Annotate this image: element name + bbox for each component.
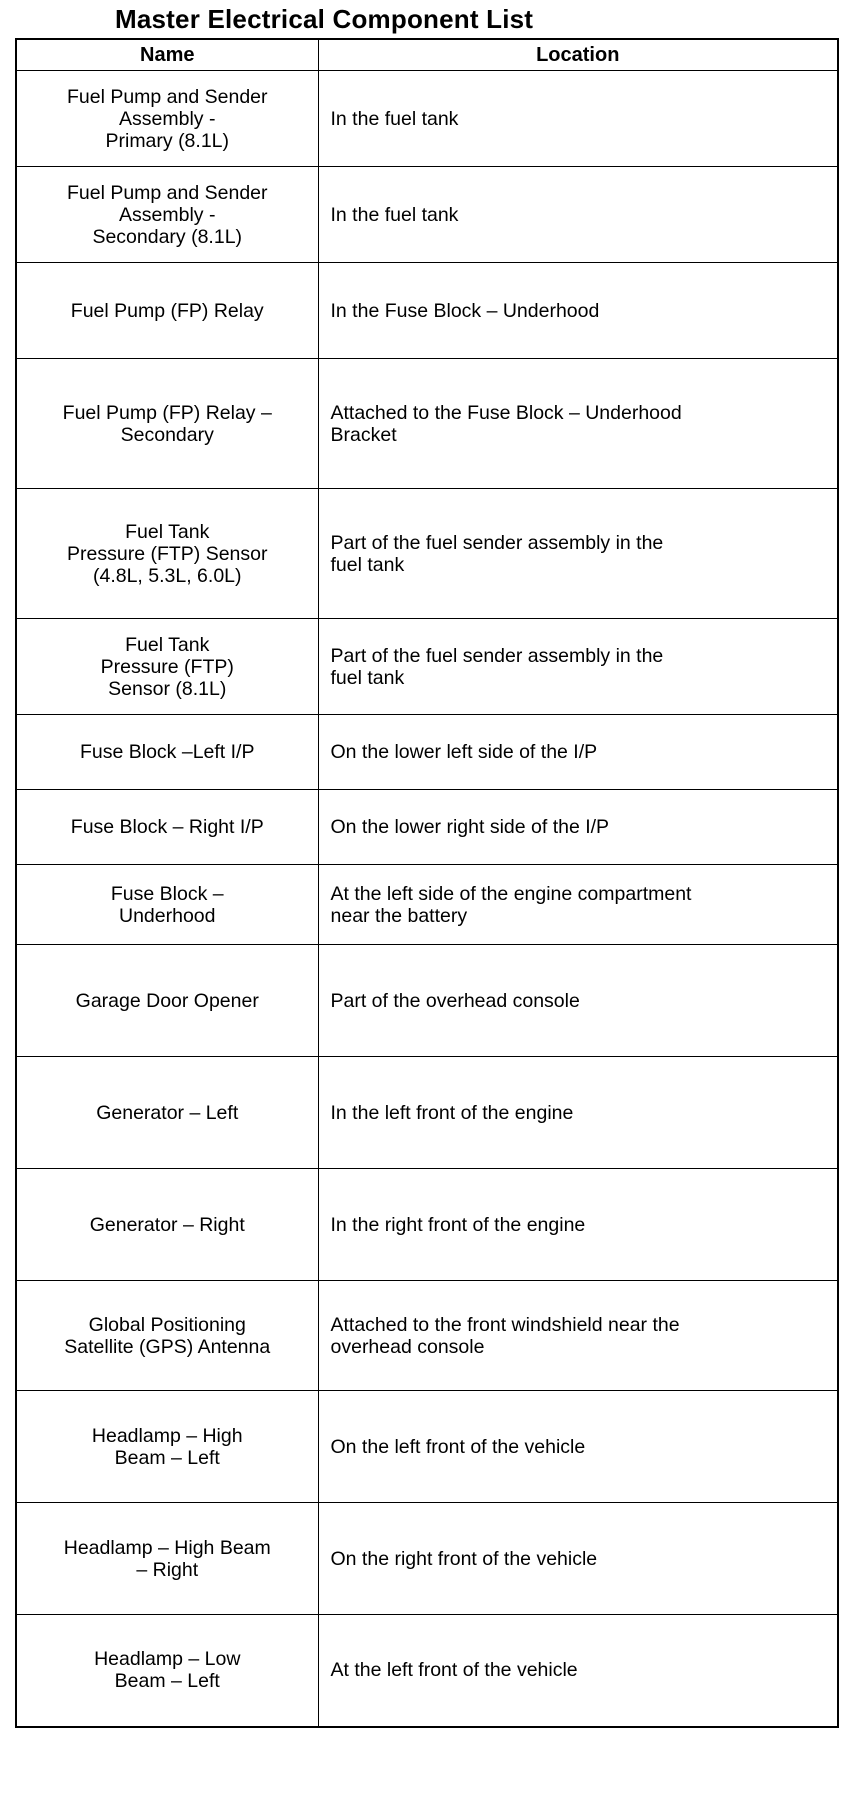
component-location: Attached to the Fuse Block – Underhood Bracket (330, 401, 682, 446)
component-name: Headlamp – High Beam – Right (63, 1536, 271, 1581)
component-location: At the left front of the vehicle (330, 1659, 578, 1682)
component-location-cell (318, 167, 838, 263)
table-row (16, 1281, 838, 1391)
table-row (16, 359, 838, 489)
component-location-cell (318, 1391, 838, 1503)
component-name-cell (16, 715, 318, 790)
table-row (16, 945, 838, 1057)
component-name-cell (16, 1503, 318, 1615)
component-name-cell (16, 1281, 318, 1391)
component-location-cell (318, 71, 838, 167)
table-row (16, 1057, 838, 1169)
table-row (16, 167, 838, 263)
table-row (16, 263, 838, 359)
component-name-cell (16, 167, 318, 263)
component-location-cell (318, 945, 838, 1057)
component-location: Part of the overhead console (330, 989, 580, 1012)
component-location: At the left side of the engine compartment near the battery (330, 882, 692, 927)
column-header-name: Name (16, 39, 318, 71)
table-row (16, 619, 838, 715)
component-location-cell (318, 715, 838, 790)
component-name-cell (16, 945, 318, 1057)
component-name: Fuse Block –Left I/P (79, 741, 255, 763)
component-name: Fuel Pump and Sender Assembly - Primary (8.1L) (66, 85, 268, 152)
component-location: On the lower right side of the I/P (330, 816, 610, 838)
component-name-cell (16, 71, 318, 167)
component-name-cell (16, 1169, 318, 1281)
component-location: In the left front of the engine (330, 1101, 574, 1124)
component-name: Headlamp – High Beam – Left (91, 1424, 243, 1469)
component-location: On the left front of the vehicle (330, 1435, 586, 1458)
component-location: On the right front of the vehicle (330, 1547, 598, 1570)
component-location-cell (318, 1615, 838, 1727)
component-location-cell (318, 1057, 838, 1169)
component-name-cell (16, 619, 318, 715)
component-location-cell (318, 359, 838, 489)
component-location-cell (318, 865, 838, 945)
component-location: On the lower left side of the I/P (330, 741, 598, 763)
table-row (16, 1503, 838, 1615)
component-name-cell (16, 1615, 318, 1727)
component-name-cell (16, 1391, 318, 1503)
component-name: Generator – Right (89, 1213, 245, 1236)
component-name: Fuel Pump (FP) Relay (70, 299, 264, 322)
component-location: Part of the fuel sender assembly in the fuel tank (330, 644, 664, 689)
component-location-cell (318, 1503, 838, 1615)
table-row (16, 790, 838, 865)
component-name: Fuel Tank Pressure (FTP) Sensor (4.8L, 5.3L, 6.0L) (67, 520, 268, 587)
table-row (16, 489, 838, 619)
table-row (16, 1391, 838, 1503)
table-row (16, 1615, 838, 1727)
component-location-cell (318, 1281, 838, 1391)
table-row (16, 71, 838, 167)
component-location: In the fuel tank (330, 203, 459, 226)
component-location: In the right front of the engine (330, 1213, 586, 1236)
table-row (16, 865, 838, 945)
component-name: Generator – Left (96, 1101, 239, 1124)
component-name-cell (16, 790, 318, 865)
component-location-cell (318, 790, 838, 865)
component-table (15, 38, 839, 1728)
table-body (16, 71, 838, 1727)
component-name: Headlamp – Low Beam – Left (94, 1648, 241, 1693)
component-name: Fuel Tank Pressure (FTP) Sensor (8.1L) (100, 633, 234, 700)
component-name-cell (16, 1057, 318, 1169)
column-header-location: Location (318, 39, 838, 71)
component-name: Global Positioning Satellite (GPS) Antenna (64, 1313, 271, 1358)
component-name: Fuse Block – Underhood (110, 882, 224, 927)
component-location-cell (318, 1169, 838, 1281)
component-name: Garage Door Opener (75, 989, 259, 1012)
page-title: Master Electrical Component List (115, 4, 534, 34)
component-location-cell (318, 619, 838, 715)
component-name: Fuse Block – Right I/P (70, 816, 264, 838)
component-name: Fuel Pump (FP) Relay – Secondary (62, 401, 272, 446)
component-name-cell (16, 865, 318, 945)
component-location: Attached to the front windshield near the overhead console (330, 1313, 680, 1358)
component-location: In the fuel tank (330, 107, 459, 130)
table-row (16, 1169, 838, 1281)
component-name-cell (16, 263, 318, 359)
component-name-cell (16, 489, 318, 619)
table-header-row (16, 39, 838, 71)
component-location: In the Fuse Block – Underhood (330, 299, 600, 322)
component-location-cell (318, 489, 838, 619)
component-location-cell (318, 263, 838, 359)
component-location: Part of the fuel sender assembly in the fuel tank (330, 531, 664, 576)
component-name-cell (16, 359, 318, 489)
component-name: Fuel Pump and Sender Assembly - Secondary (8.1L) (66, 181, 268, 248)
table-row (16, 715, 838, 790)
